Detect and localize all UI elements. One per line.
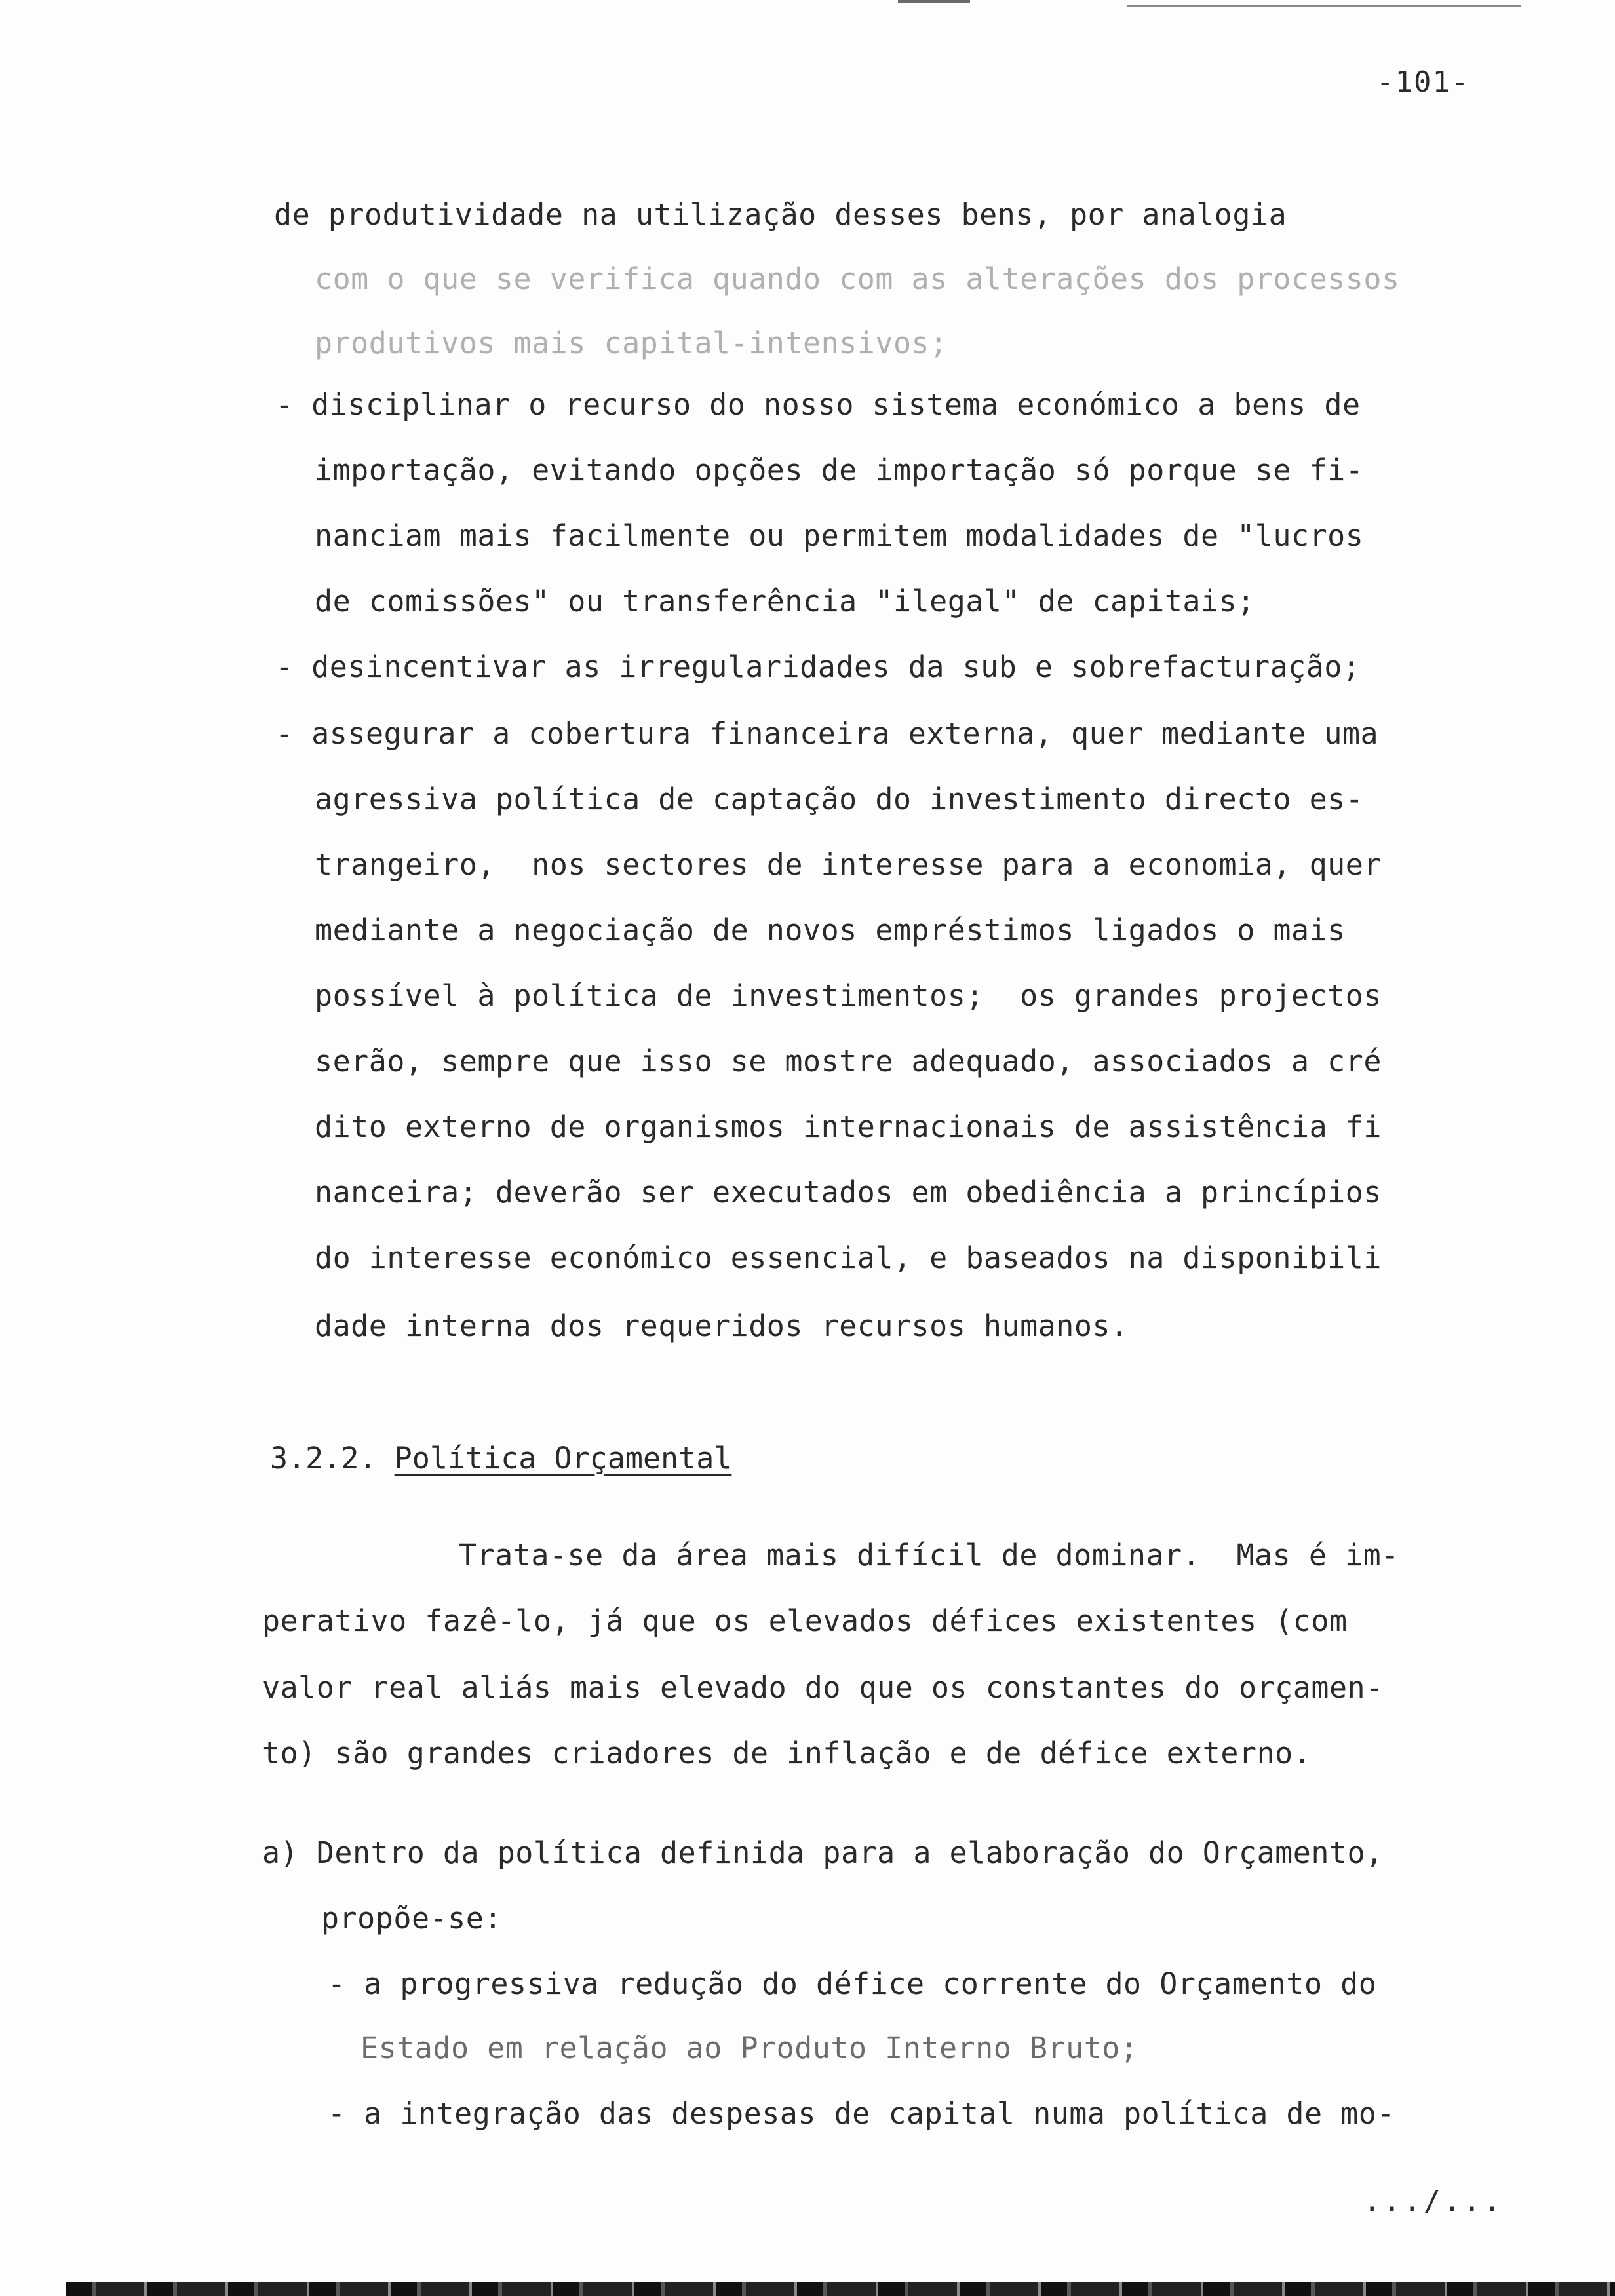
text-line: produtivos mais capital-intensivos;	[315, 326, 948, 360]
text-line: trangeiro, nos sectores de interesse para a economia, quer	[315, 847, 1382, 882]
text-line: - a integração das despesas de capital numa política de mo-	[328, 2096, 1395, 2131]
text-line: - desincentivar as irregularidades da sub e sobrefacturação;	[275, 649, 1361, 684]
text-line: de produtividade na utilização desses bens, por analogia	[274, 197, 1287, 232]
section-heading	[270, 1440, 731, 1477]
text-line: possível à política de investimentos; os grandes projectos	[315, 978, 1382, 1013]
text-line: do interesse económico essencial, e baseados na disponibili	[315, 1240, 1382, 1275]
scan-artifact-bottom	[66, 2282, 1615, 2296]
continuation-mark: .../...	[1363, 2185, 1504, 2218]
text-line: Estado em relação ao Produto Interno Bruto;	[360, 2031, 1138, 2065]
text-line: Trata-se da área mais difícil de dominar. Mas é im-	[459, 1538, 1399, 1573]
section-number: 3.2.2.	[270, 1441, 377, 1476]
text-line: to) são grandes criadores de inflação e de défice externo.	[262, 1736, 1312, 1770]
text-line: serão, sempre que isso se mostre adequado, associados a cré	[315, 1044, 1382, 1079]
text-line: de comissões" ou transferência "ilegal" de capitais;	[315, 584, 1255, 619]
scan-artifact-top-right	[1127, 5, 1521, 7]
text-line: a) Dentro da política definida para a elaboração do Orçamento,	[262, 1835, 1384, 1870]
text-line: - disciplinar o recurso do nosso sistema económico a bens de	[275, 387, 1361, 422]
scan-artifact-top	[898, 0, 970, 3]
text-line: mediante a negociação de novos empréstimos ligados o mais	[315, 913, 1346, 947]
text-line: com o que se verifica quando com as alterações dos processos	[315, 261, 1400, 296]
text-line: nanciam mais facilmente ou permitem modalidades de "lucros	[315, 518, 1364, 553]
text-line: agressiva política de captação do investimento directo es-	[315, 782, 1364, 816]
text-line: - assegurar a cobertura financeira externa, quer mediante uma	[275, 716, 1379, 751]
text-line: importação, evitando opções de importação só porque se fi-	[315, 453, 1364, 488]
text-line: valor real aliás mais elevado do que os constantes do orçamen-	[262, 1670, 1384, 1705]
text-line: perativo fazê-lo, já que os elevados défices existentes (com	[262, 1603, 1348, 1638]
text-line: propõe-se:	[321, 1901, 502, 1936]
text-line: - a progressiva redução do défice corrente do Orçamento do	[328, 1966, 1377, 2001]
text-line: dito externo de organismos internacionais de assistência fi	[315, 1109, 1382, 1144]
section-title: Política Orçamental	[394, 1441, 732, 1476]
text-line: dade interna dos requeridos recursos humanos.	[315, 1309, 1129, 1343]
text-line: nanceira; deverão ser executados em obediência a princípios	[315, 1175, 1382, 1210]
page-number: -101-	[1376, 66, 1470, 99]
